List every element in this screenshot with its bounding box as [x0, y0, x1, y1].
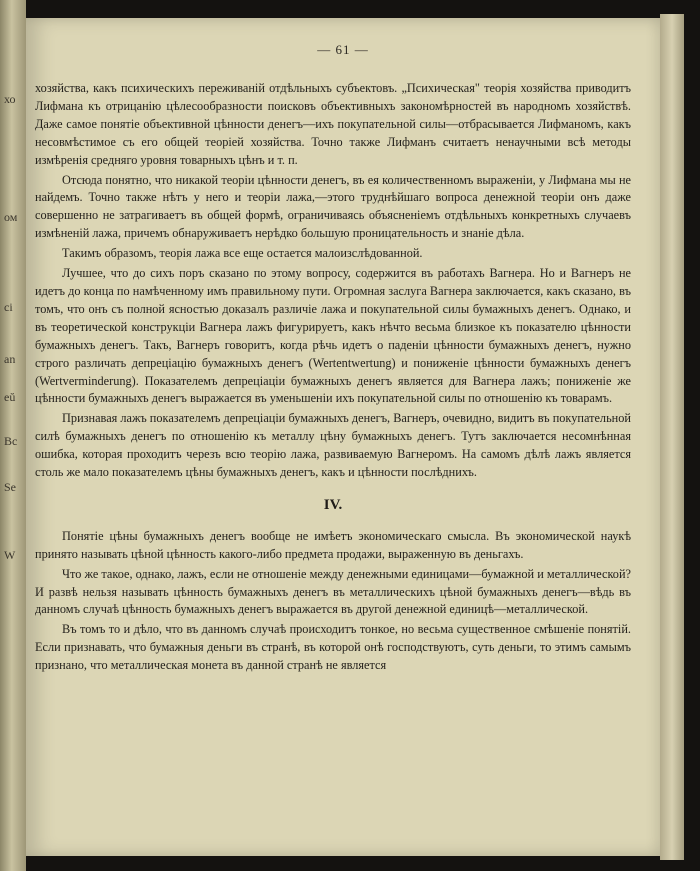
left-page-fragment: Se: [4, 480, 16, 494]
left-page-fragment: eŭ: [4, 390, 16, 404]
page-number: — 61 —: [317, 42, 369, 57]
paragraph: Отсюда понятно, что никакой теоріи цѣнности денегъ, въ ея количественномъ выраженіи, у Лифмана мы не найдемъ. Точно также нѣтъ у него и теоріи лажа,—этого труднѣйшаго вопроса денежной теоріи онъ даже совершенно не затрагиваетъ въ общей формѣ, ограничиваясь объясненіемъ отдѣльныхъ конкретныхъ случаевъ измѣненій лажа, причемъ обнаруживаетъ нерѣдко большую проницательность и знаніе дѣла.: [35, 172, 631, 241]
section-heading: IV.: [323, 496, 343, 513]
paragraph: Въ томъ то и дѣло, что въ данномъ случаѣ происходитъ тонкое, но весьма существенное смѣшеніе понятій. Если признавать, что бумажныя деньги въ странѣ, въ которой онѣ господствуютъ, суть деньги, то этимъ самымъ признано, что металлическая монета въ данной странѣ не является: [35, 622, 631, 673]
left-page-fragment: W: [4, 548, 16, 562]
left-page-edge: [0, 0, 26, 871]
left-page-fragment: ом: [4, 210, 18, 224]
paragraph: Признавая лажъ показателемъ депреціаціи бумажныхъ денегъ, Вагнеръ, очевидно, видитъ въ покупательной силѣ бумажныхъ денегъ по отношенію къ металлу цѣну бумажныхъ денегъ. Тутъ заключается несомнѣнная ошибка, которая проходитъ черезъ всю теорію лажа, развиваемую Вагнеромъ. На самомъ дѣлѣ лажъ является столь же мало показателемъ цѣны бумажныхъ денегъ, какъ и цѣнности послѣднихъ.: [35, 411, 631, 480]
paragraph: хозяйства, какъ психическихъ переживаній отдѣльныхъ субъектовъ. „Психическая" теорія хозяйства приводитъ Лифмана къ отрицанію цѣлесообразности поисковъ объективныхъ закономѣрностей въ народномъ хозяйствѣ. Даже самое понятіе объективной цѣнности денегъ—ихъ покупательной силы—отбрасывается Лифманомъ, какъ несовмѣстимое съ его общей теоріей хозяйства. Точно также Лифманъ считаетъ ненаучными всѣ методы измѣренія средняго уровня товарныхъ цѣнъ и т. п.: [35, 81, 631, 167]
left-page-fragment: ci: [4, 300, 13, 314]
paragraph: Что же такое, однако, лажъ, если не отношеніе между денежными единицами—бумажной и металлической? И развѣ нельзя называть цѣнность бумажныхъ денегъ въ металлическихъ цѣной бумажныхъ денегъ—вѣдь въ данномъ случаѣ цѣнность бумажныхъ денегъ выражается въ другой денежной единицѣ—металлической.: [35, 566, 631, 617]
left-page-fragment: an: [4, 352, 16, 366]
page-stack-edge: [660, 14, 684, 860]
paragraph: Лучшее, что до сихъ поръ сказано по этому вопросу, содержится въ работахъ Вагнера. Но и Вагнеръ не идетъ до конца по намѣченному имъ правильному пути. Огромная заслуга Вагнера заключается, какъ сказано, въ томъ, что онъ съ полной ясностью доказалъ различіе лажа и покупательной силы бумажныхъ денегъ. Однако, и въ теоретической конструкціи Вагнера лажъ фигурируетъ, какъ нѣчто весьма близкое къ показателю цѣнности бумажныхъ денегъ. Такъ, Вагнеръ говоритъ, когда рѣчь идетъ о паденіи цѣнности бумажныхъ денегъ, нужно строго различать депреціацію бумажныхъ денегъ (Wertentwertung) и пониженіе цѣнности бумажныхъ денегъ (Wertverminderung). Показателемъ депреціаціи бумажныхъ денегъ является для Вагнера лажъ; пониженіе же цѣнности бумажныхъ денегъ выражается въ уменьшеніи ихъ покупательной силы по отношенію къ товарамъ.: [35, 266, 631, 406]
left-page-fragment: хо: [4, 92, 16, 106]
page-body: [35, 80, 631, 677]
book-page: [26, 18, 660, 856]
paragraph: Понятіе цѣны бумажныхъ денегъ вообще не имѣетъ экономическаго смысла. Въ экономической наукѣ принято называть цѣной цѣнность какого-либо предмета продажи, выраженную въ деньгахъ.: [35, 528, 631, 561]
left-page-fragment: Вс: [4, 434, 18, 448]
paragraph: Такимъ образомъ, теорія лажа все еще остается малоизслѣдованной.: [62, 246, 423, 261]
